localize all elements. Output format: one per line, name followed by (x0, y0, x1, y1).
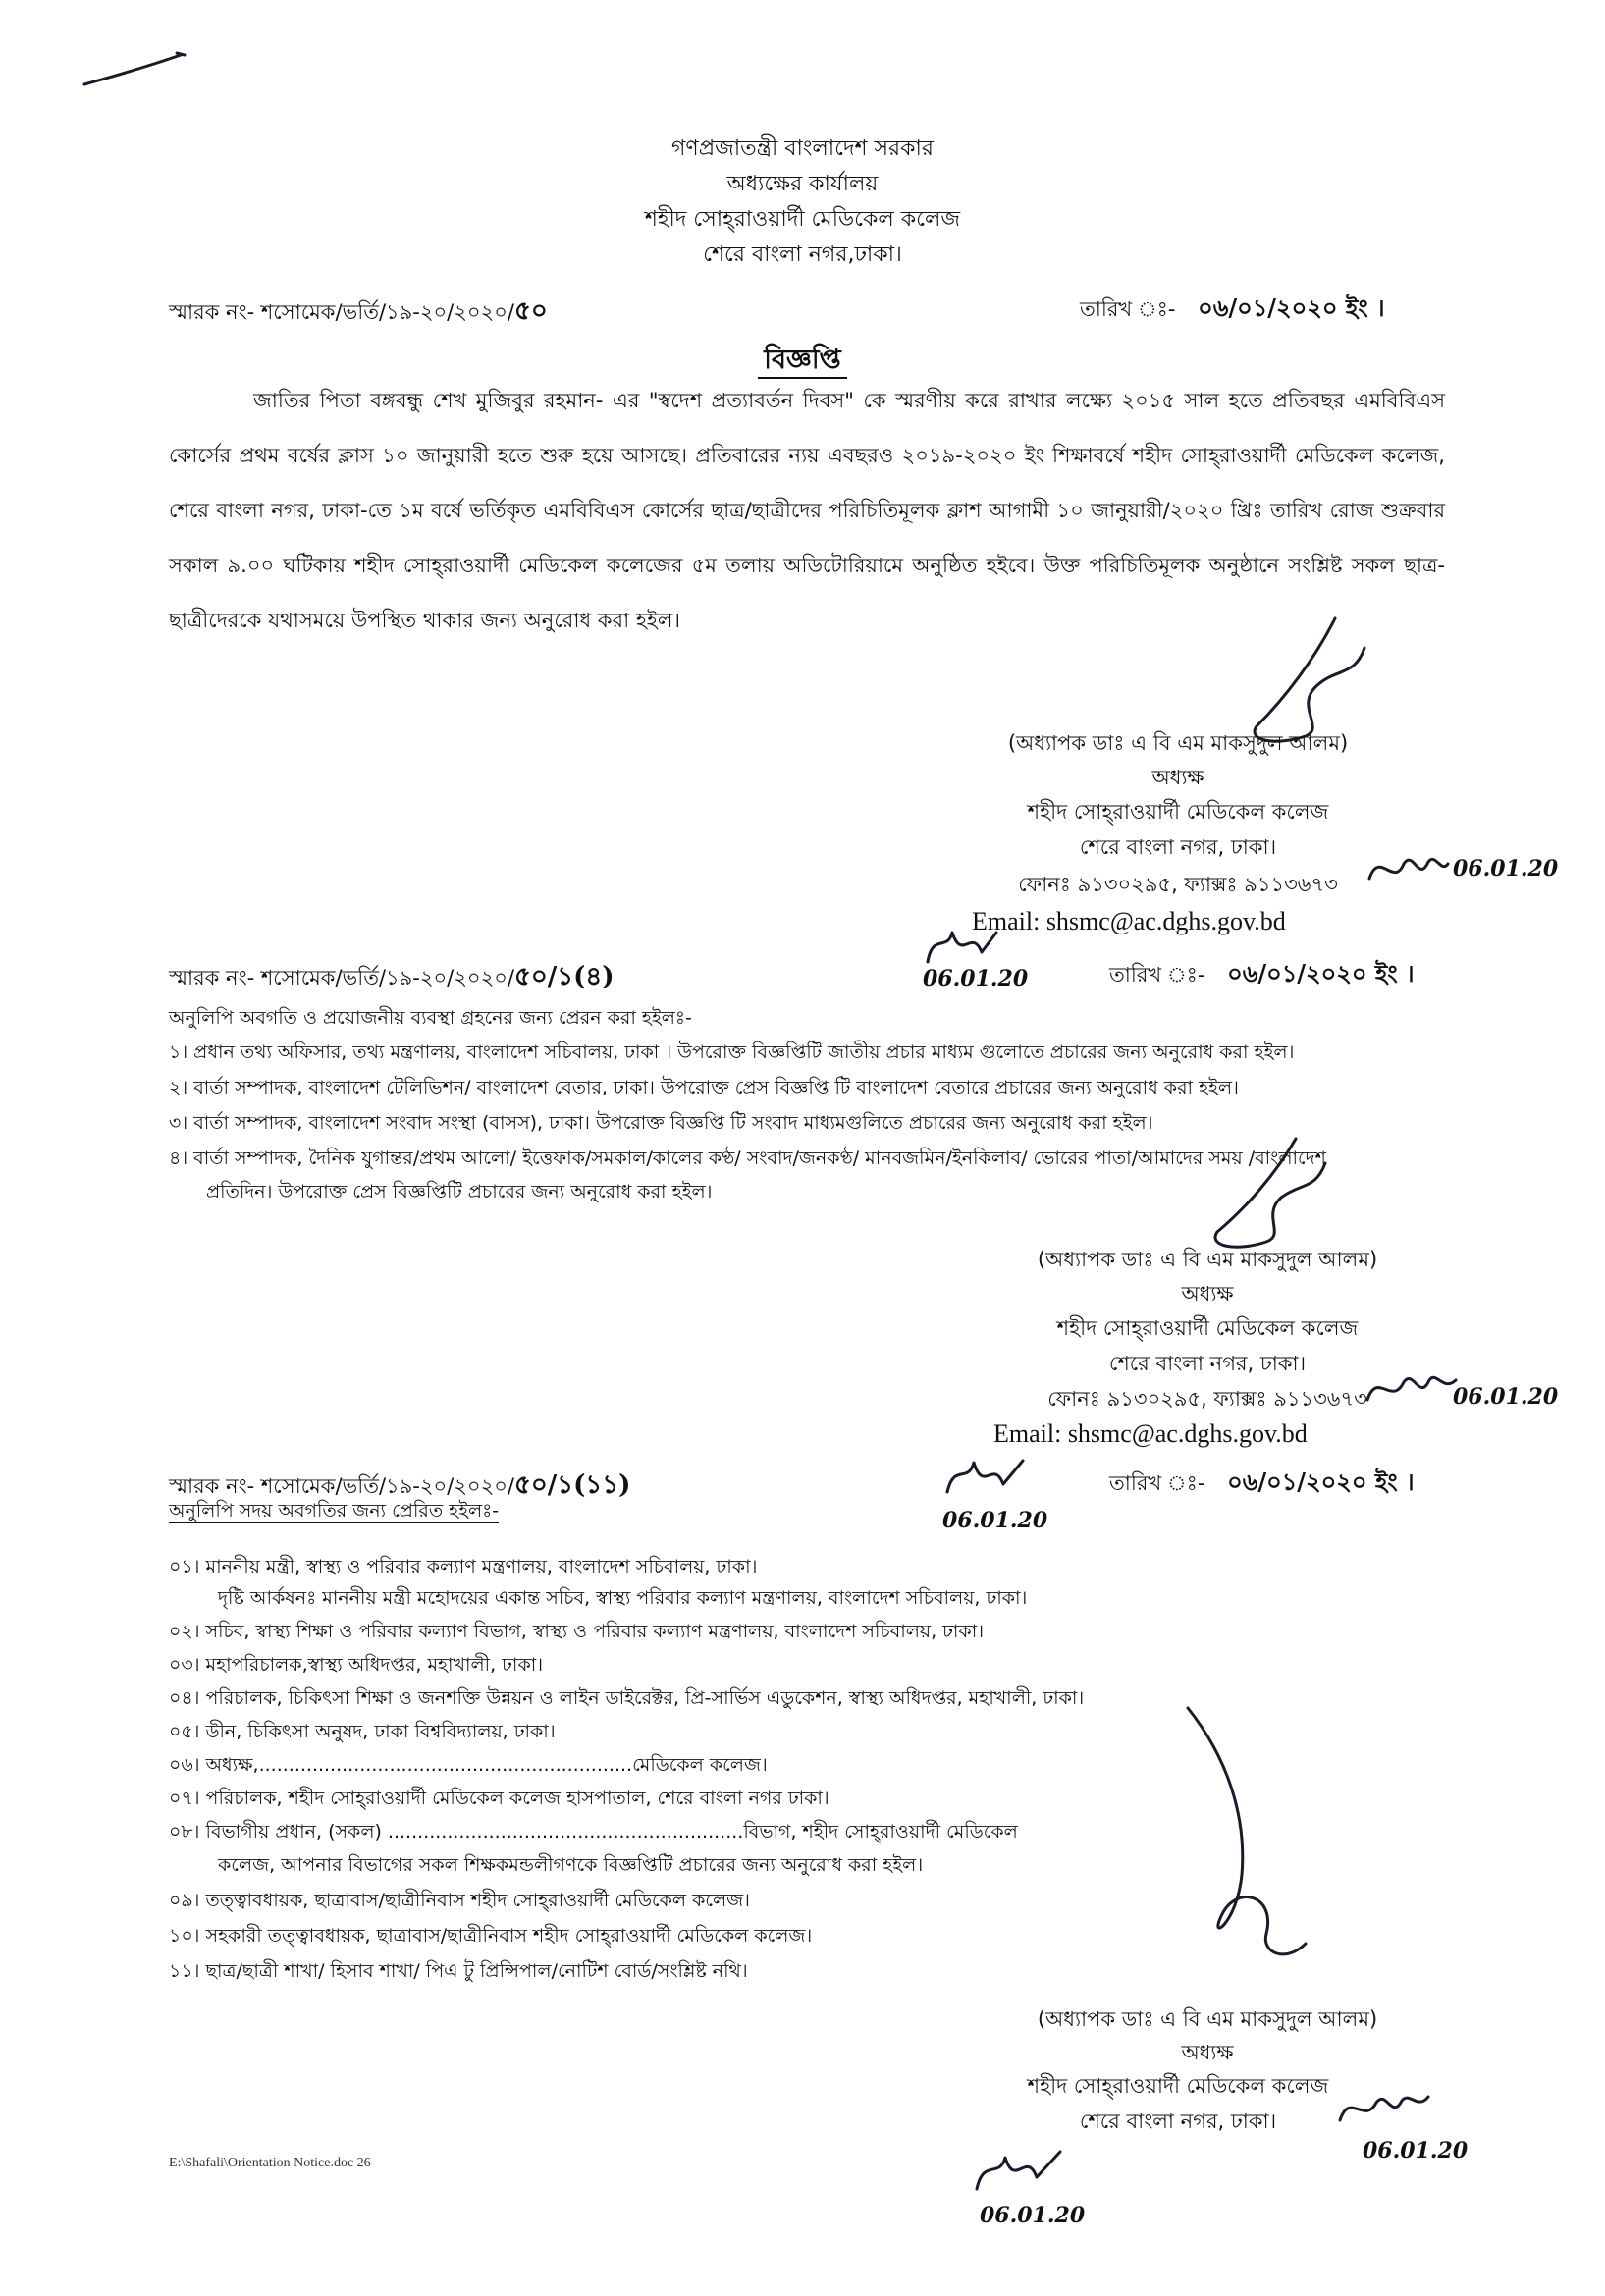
memo-date-1 (1080, 291, 1385, 330)
list-item: ৪। বার্তা সম্পাদক, দৈনিক যুগান্তর/প্রথম আলো/ ইত্তেফাক/সমকাল/কালের কণ্ঠ/ সংবাদ/জনকণ্ঠ/ মানবজমিন/ইনকিলাব/ ভোরের পাতা/আমাদের সময় /বাংলাদেশ (169, 1148, 1326, 1169)
memo-ref-number: ৫০ (513, 296, 548, 326)
memo-date-3 (1109, 1465, 1415, 1504)
header-address: শেরে বাংলা নগর,ঢাকা। (703, 242, 902, 267)
list-item: ০৬। অধ্যক্ষ,...............................................................মেডিকেল কলেজ। (169, 1754, 768, 1776)
signatory-2-address: শেরে বাংলা নগর, ঢাকা। (1108, 1352, 1307, 1375)
initial-bottom-date: 06.01.20 (980, 2203, 1086, 2228)
list-item-continuation: কলেজ, আপনার বিভাগের সকল শিক্ষকমন্ডলীগণকে বিজ্ঞপ্তিটি প্রচারের জন্য অনুরোধ করা হইল। (218, 1854, 924, 1876)
memo-ref-1 (169, 291, 548, 334)
memo-ref-number: ৫০/১(৪) (513, 962, 615, 991)
initial-2 (1363, 1362, 1461, 1412)
list-item: ১১। ছাত্র/ছাত্রী শাখা/ হিসাব শাখা/ পিএ টু প্রিন্সিপাল/নোটিশ বোর্ড/সংশ্লিষ্ট নথি। (169, 1960, 748, 1982)
notice-title: বিজ্ঞপ্তি (0, 340, 1605, 384)
list-item: ১০। সহকারী তত্ত্বাবধায়ক, ছাত্রাবাস/ছাত্রীনিবাস শহীদ সোহ্‌রাওয়ার্দী মেডিকেল কলেজ। (169, 1925, 813, 1947)
memo-ref-2 (169, 956, 615, 999)
list-item-continuation: প্রতিদিন। উপরোক্ত প্রেস বিজ্ঞপ্তিটি প্রচারের জন্য অনুরোধ করা হইল। (206, 1181, 713, 1202)
list-item: ০৯। তত্ত্বাবধায়ক, ছাত্রাবাস/ছাত্রীনিবাস শহীদ সোহ্‌রাওয়ার্দী মেডিকেল কলেজ। (169, 1890, 750, 1911)
initial-ref-2 (923, 923, 1001, 972)
signatory-1-phone: ফোনঃ ৯১৩০২৯৫, ফ্যাক্সঃ ৯১১৩৬৭৩ (1018, 873, 1338, 896)
copy-intro-3: অনুলিপি সদয় অবগতির জন্য প্রেরিত হইলঃ- (169, 1500, 500, 1522)
signatory-2-email: Email: shsmc@ac.dghs.gov.bd (993, 1419, 1308, 1448)
memo-date-2 (1109, 956, 1415, 995)
memo-ref-label: স্মারক নং- শসোমেক/ভর্তি/১৯-২০/২০২০/ (169, 300, 514, 324)
date-label: তারিখ ঃ- (1109, 1471, 1205, 1495)
signature-3 (1168, 1698, 1315, 1993)
initial-ref-3-date: 06.01.20 (942, 1508, 1048, 1533)
initial-1 (1364, 844, 1453, 893)
initial-ref-2-date: 06.01.20 (923, 966, 1029, 991)
signatory-1-name: (অধ্যাপক ডাঃ এ বি এম মাকসুদুল আলম) (1007, 731, 1349, 755)
initial-ref-3 (942, 1453, 1031, 1502)
initial-3 (1335, 2081, 1433, 2130)
signatory-1-email: Email: shsmc@ac.dghs.gov.bd (972, 907, 1286, 935)
date-label: তারিখ ঃ- (1080, 297, 1176, 321)
memo-ref-number: ৫০/১(১১) (513, 1470, 631, 1500)
signatory-3-name: (অধ্যাপক ডাঃ এ বি এম মাকসুদুল আলম) (1037, 2007, 1378, 2031)
signatory-3-college: শহীদ সোহ্‌রাওয়ার্দী মেডিকেল কলেজ (1027, 2074, 1329, 2098)
memo-ref-label: স্মারক নং- শসোমেক/ভর্তি/১৯-২০/২০২০/ (169, 966, 514, 989)
signatory-1-college: শহীদ সোহ্‌রাওয়ার্দী মেডিকেল কলেজ (1027, 800, 1329, 824)
list-item: ০৫। ডীন, চিকিৎসা অনুষদ, ঢাকা বিশ্ববিদ্যালয়, ঢাকা। (169, 1721, 556, 1742)
signatory-2-name: (অধ্যাপক ডাঃ এ বি এম মাকসুদুল আলম) (1037, 1248, 1378, 1271)
list-item: দৃষ্টি আর্কষনঃ মাননীয় মন্ত্রী মহোদয়ের একান্ত সচিব, স্বাস্থ্য পরিবার কল্যাণ মন্ত্রণালয়, বাংলাদেশ সচিবালয়, ঢাকা। (218, 1587, 1028, 1609)
signatory-1-address: শেরে বাংলা নগর, ঢাকা। (1079, 835, 1277, 859)
initial-3-date: 06.01.20 (1363, 2138, 1469, 2163)
pen-mark (82, 49, 190, 88)
notice-body: জাতির পিতা বঙ্গবন্ধু শেখ মুজিবুর রহমান- এর "স্বদেশ প্রত্যাবর্তন দিবস" কে স্মরণীয় করে রাখার লক্ষ্যে ২০১৫ সাল হতে প্রতিবছর এমবিবিএস কোর্সের প্রথম বর্ষের ক্লাস ১০ জানুয়ারী হতে শুরু হয়ে আসছে। প্রতিবারের ন্যয় এবছরও ২০১৯-২০২০ ইং শিক্ষাবর্ষে শহীদ সোহ্‌রাওয়ার্দী মেডিকেল কলেজ, শেরে বাংলা নগর, ঢাকা-তে ১ম বর্ষে ভর্তিকৃত এমবিবিএস কোর্সের ছাত্র/ছাত্রীদের পরিচিতিমূলক ক্লাশ আগামী ১০ জানুয়ারী/২০২০ খ্রিঃ তারিখ রোজ শুক্রবার সকাল ৯.০০ ঘটিকায় শহীদ সোহ্‌রাওয়ার্দী মেডিকেল কলেজের ৫ম তলায় অডিটোরিয়ামে অনুষ্ঠিত হইবে। উক্ত পরিচিতিমূলক অনুষ্ঠানে সংশ্লিষ্ট সকল ছাত্র-ছাত্রীদেরকে যথাসময়ে উপস্থিত থাকার জন্য অনুরোধ করা হইল। (169, 389, 1445, 632)
signatory-2-designation: অধ্যক্ষ (1181, 1282, 1234, 1306)
list-item: ২। বার্তা সম্পাদক, বাংলাদেশ টেলিভিশন/ বাংলাদেশ বেতার, ঢাকা। উপরোক্ত প্রেস বিজ্ঞপ্তি টি বাংলাদেশ বেতারে প্রচারের জন্য অনুরোধ করা হইল। (169, 1077, 1239, 1098)
signatory-2-college: শহীদ সোহ্‌রাওয়ার্দী মেডিকেল কলেজ (1056, 1316, 1359, 1340)
list-item: ১। প্রধান তথ্য অফিসার, তথ্য মন্ত্রণালয়, বাংলাদেশ সচিবালয়, ঢাকা । উপরোক্ত বিজ্ঞপ্তিটি জাতীয় প্রচার মাধ্যম গুলোতে প্রচারের জন্য অনুরোধ করা হইল। (169, 1041, 1295, 1063)
header-office: অধ্যক্ষের কার্যালয় (726, 172, 879, 196)
initial-bottom (972, 2140, 1070, 2199)
date-value: ০৬/০১/২০২০ ইং । (1227, 1468, 1415, 1496)
date-label: তারিখ ঃ- (1109, 963, 1205, 987)
signatory-3-designation: অধ্যক্ষ (1181, 2041, 1234, 2064)
initial-2-date: 06.01.20 (1453, 1384, 1559, 1410)
list-item: ০৭। পরিচালক, শহীদ সোহ্‌রাওয়ার্দী মেডিকেল কলেজ হাসপাতাল, শেরে বাংলা নগর ঢাকা। (169, 1788, 829, 1809)
date-value: ০৬/০১/২০২০ ইং । (1198, 294, 1385, 322)
header-college: শহীদ সোহ্‌রাওয়ার্দী মেডিকেল কলেজ (644, 207, 961, 232)
list-item: ০৮। বিভাগীয় প্রধান, (সকল) ............................................................বিভাগ, শহীদ সোহ্‌রাওয়ার্দী মেডিকেল (169, 1821, 1018, 1842)
initial-1-date: 06.01.20 (1453, 856, 1559, 881)
file-path-footer: E:\Shafali\Orientation Notice.doc 26 (169, 2156, 371, 2170)
date-value: ০৬/০১/২০২০ ইং । (1227, 959, 1415, 988)
list-item: ৩। বার্তা সম্পাদক, বাংলাদেশ সংবাদ সংস্থা (বাসস), ঢাকা। উপরোক্ত বিজ্ঞপ্তি টি সংবাদ মাধ্যমগুলিতে প্রচারের জন্য অনুরোধ করা হইল। (169, 1112, 1153, 1134)
header-government: গণপ্রজাতন্ত্রী বাংলাদেশ সরকার (670, 136, 935, 161)
list-item: ০৪। পরিচালক, চিকিৎসা শিক্ষা ও জনশক্তি উন্নয়ন ও লাইন ডাইরেক্টর, প্রি-সার্ভিস এডুকেশন, স্বাস্থ্য অধিদপ্তর, মহাখালী, ঢাকা। (169, 1687, 1085, 1709)
signatory-3-address: শেরে বাংলা নগর, ঢাকা। (1079, 2109, 1277, 2133)
copy-intro-2: অনুলিপি অবগতি ও প্রয়োজনীয় ব্যবস্থা গ্রহনের জন্য প্রেরন করা হইলঃ- (169, 1007, 692, 1029)
signatory-2-phone: ফোনঃ ৯১৩০২৯৫, ফ্যাক্সঃ ৯১১৩৬৭৩ (1047, 1387, 1367, 1411)
signatory-1-designation: অধ্যক্ষ (1151, 766, 1204, 789)
memo-ref-label: স্মারক নং- শসোমেক/ভর্তি/১৯-২০/২০২০/ (169, 1474, 514, 1498)
list-item: ০২। সচিব, স্বাস্থ্য শিক্ষা ও পরিবার কল্যাণ বিভাগ, স্বাস্থ্য ও পরিবার কল্যাণ মন্ত্রণালয়, বাংলাদেশ সচিবালয়, ঢাকা। (169, 1621, 985, 1642)
list-item: ০৩। মহাপরিচালক,স্বাস্থ্য অধিদপ্তর, মহাখালী, ঢাকা। (169, 1654, 544, 1676)
list-item: ০১। মাননীয় মন্ত্রী, স্বাস্থ্য ও পরিবার কল্যাণ মন্ত্রণালয়, বাংলাদেশ সচিবালয়, ঢাকা। (169, 1556, 758, 1577)
